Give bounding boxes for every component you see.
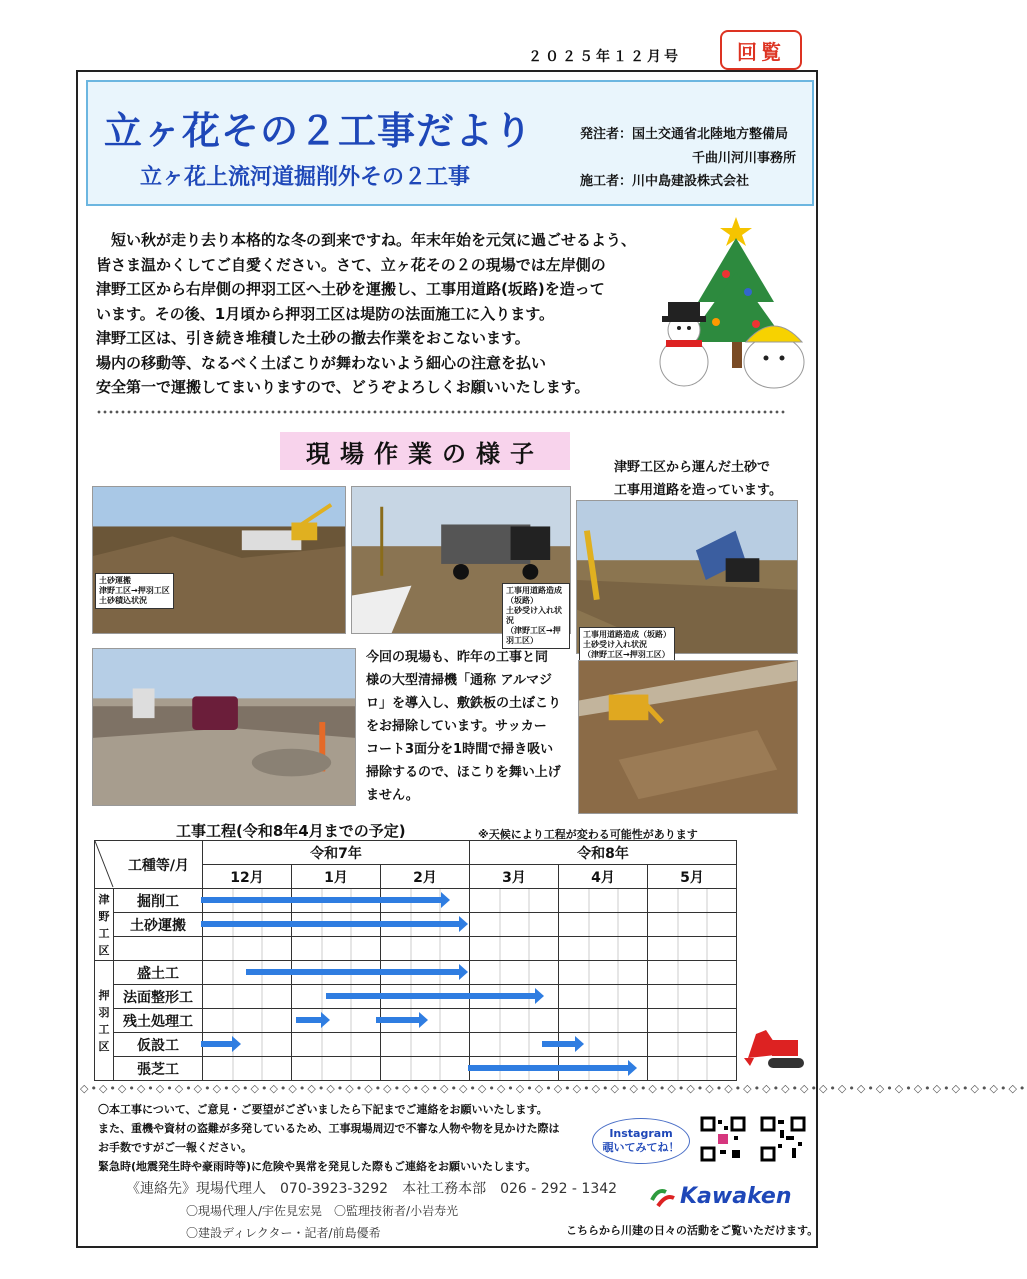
intro-line: 皆さま温かくしてご自愛ください。さて、立ヶ花その２の現場では左岸側の [96,255,606,274]
footer-notice [98,1100,560,1176]
staff-line: 〇現場代理人/宇佐見宏晃 〇監理技術者/小岩寿光 [186,1204,459,1218]
schedule-cell [203,937,292,961]
work-item-label: 盛土工 [114,961,203,985]
schedule-bar [296,1017,322,1023]
schedule-cell [470,913,559,937]
schedule-cell [648,889,737,913]
schedule-cell [559,913,648,937]
corner-label: 工種等/月 [127,857,190,874]
schedule-bar [468,1065,629,1071]
schedule-cell [559,961,648,985]
caption-line: （津野工区→押羽工区） [506,626,561,645]
instagram-bubble [592,1118,690,1164]
note-line: 今回の現場も、昨年の工事と同 [366,650,549,665]
note-line: 掃除するので、ほこりを舞い上げ [366,765,561,780]
footer-line: 緊急時(地震発生時や豪雨時等)に危険や異常を発見した際もご連絡をお願いいたします。 [98,1160,537,1173]
note-line: 津野工区から運んだ土砂で [614,460,771,475]
schedule-cell [648,1057,737,1081]
schedule-cell [648,985,737,1009]
schedule-bar [376,1017,420,1023]
note-line: をお掃除しています。サッカー [366,719,547,734]
schedule-cell [381,1033,470,1057]
project-subtitle: 立ヶ花上流河道掘削外その２工事 [140,165,471,190]
schedule-cell [470,889,559,913]
photo-caption [579,627,675,663]
schedule-cell [381,937,470,961]
schedule-cell [292,937,381,961]
photo-caption [95,573,174,609]
photo-sweeper [92,648,356,806]
schedule-cell [648,937,737,961]
instagram-label: Instagram [609,1127,673,1140]
client-label: 発注者：国土交通省北陸地方整備局 [580,127,789,142]
caption-line: 工事用道路造成（坂路） [583,630,671,639]
intro-line: 場内の移動等、なるべく土ぼこりが舞わないよう細心の注意を払い [96,353,547,372]
note-line: ません。 [366,788,419,803]
intro-line: 短い秋が走り去り本格的な冬の到来ですね。年末年始を元気に過ごせるよう、 [96,231,637,249]
issue-date: ２０２５年１２月号 [528,49,681,65]
staff-line: 〇建設ディレクター・記者/前島優希 [186,1226,381,1240]
photo-soil-loading [92,486,346,634]
schedule-cell [559,937,648,961]
photo-dump-truck [351,486,571,645]
note-line: 様の大型清掃機「通称 アルマジ [366,673,553,688]
caption-line: 土砂受け入れ状況 [506,606,562,625]
footer-line: また、重機や資材の盗難が多発しているため、工事現場周辺で不審な人物や物を見かけた際は [98,1122,560,1135]
schedule-cell [559,1009,648,1033]
schedule-bar [326,993,536,999]
divider-dots [96,410,786,414]
schedule-note: ※天候により工程が変わる可能性があります [478,828,698,841]
caption-line: 工事用道路造成（坂路） [506,586,562,605]
schedule-cell [648,1033,737,1057]
footer-line: お手数ですがご一報ください。 [98,1141,252,1154]
note-line: コート3面分を1時間で掃き吸い [366,742,554,757]
client-office: 千曲川河川事務所 [692,151,797,166]
instagram-text: 覗いてみてね！ [602,1141,680,1154]
intro-line: 津野工区は、引き続き堆積した土砂の撤去作業をおこないます。 [96,329,530,347]
schedule-cell [648,1009,737,1033]
schedule-cell [559,985,648,1009]
schedule-cell [648,961,737,985]
month-header: 5月 [648,865,737,889]
schedule-cell [203,985,292,1009]
schedule-cell [203,1009,292,1033]
intro-text [96,228,706,400]
schedule-cell [203,1057,292,1081]
excavator-icon [744,1024,808,1074]
intro-line: 津野工区から右岸側の押羽工区へ土砂を運搬し、工事用道路(坂路)を造って [96,280,605,298]
intro-line: 安全第一で運搬してまいりますので、どうぞよろしくお願いいたします。 [96,378,590,396]
schedule-bar [201,897,442,903]
schedule-bar [201,921,460,927]
month-header: 1月 [292,865,381,889]
work-group-label: 押 羽 工 区 [95,961,114,1081]
photo-note-top [614,456,782,502]
photo-excavator-slope [578,660,798,814]
work-item-label: 仮設工 [114,1033,203,1057]
staff-list [186,1200,458,1244]
corner-header [95,841,203,889]
year-header: 令和8年 [470,841,737,865]
schedule-table [94,840,737,1081]
work-group-label: 津 野 工 区 [95,889,114,961]
contractor-label: 施工者：川中島建設株式会社 [580,174,750,189]
note-line: ロ」を導入し、敷鉄板の土ぼこり [366,696,562,711]
caption-line: （津野工区→押羽工区） [583,650,670,659]
bottom-note: こちらから川建の日々の活動をご覧いただけます。 [566,1224,819,1237]
work-item-label: 掘削工 [114,889,203,913]
month-header: 3月 [470,865,559,889]
qr-code-instagram[interactable] [700,1116,746,1162]
intro-line: います。その後、1月頃から押羽工区は堤防の法面施工に入ります。 [96,304,555,323]
schedule-cell [470,961,559,985]
work-item-label: 張芝工 [114,1057,203,1081]
schedule-cell [381,1057,470,1081]
caption-line: 津野工区→押羽工区 [99,586,170,595]
qr-code-website[interactable] [760,1116,806,1162]
work-item-label [114,937,203,961]
schedule-cell [470,1009,559,1033]
schedule-cell [470,937,559,961]
schedule-bar [201,1041,233,1047]
work-item-label: 残土処理工 [114,1009,203,1033]
christmas-illustration [646,212,812,408]
schedule-bar [246,969,461,975]
work-item-label: 法面整形工 [114,985,203,1009]
section-title: 現場作業の様子 [280,432,570,470]
wave-divider: ◇•◇•◇•◇•◇•◇•◇•◇•◇•◇•◇•◇•◇•◇•◇•◇•◇•◇•◇•◇•◇•◇•◇•◇•◇•◇•◇•◇•◇•◇•◇•◇•◇•◇•◇•◇•◇•◇•◇•◇•◇•◇•◇•◇•◇•◇•◇•◇•◇•◇• [80,1082,1027,1095]
footer-line: 〇本工事について、ご意見・ご要望がございましたら下記までご連絡をお願いいたします。 [98,1103,548,1116]
caption-line: 土砂積込状況 [99,596,147,605]
circulation-stamp: 回覧 [720,30,802,70]
schedule-chart [94,840,737,1081]
caption-line: 土砂運搬 [99,576,131,585]
schedule-cell [648,913,737,937]
month-header: 12月 [203,865,292,889]
month-header: 4月 [559,865,648,889]
schedule-title: 工事工程(令和8年4月までの予定) [176,822,406,840]
photo-dump-unloading [576,500,798,659]
schedule-cell [292,1057,381,1081]
sweeper-note [366,646,561,807]
schedule-bar [542,1041,576,1047]
year-header: 令和7年 [203,841,470,865]
schedule-cell [292,1033,381,1057]
contact-info: 《連絡先》現場代理人 070-3923-3292 本社工務本部 026 - 292 - 1342 [126,1181,618,1197]
note-line: 工事用道路を造っています。 [614,483,782,498]
schedule-cell [559,889,648,913]
kawaken-logo-icon [650,1186,676,1210]
month-header: 2月 [381,865,470,889]
work-item-label: 土砂運搬 [114,913,203,937]
caption-line: 土砂受け入れ状況 [583,640,647,649]
brand-logo: Kawaken [680,1184,792,1209]
photo-caption [502,583,570,649]
newsletter-title: 立ヶ花その２工事だより [104,109,534,153]
